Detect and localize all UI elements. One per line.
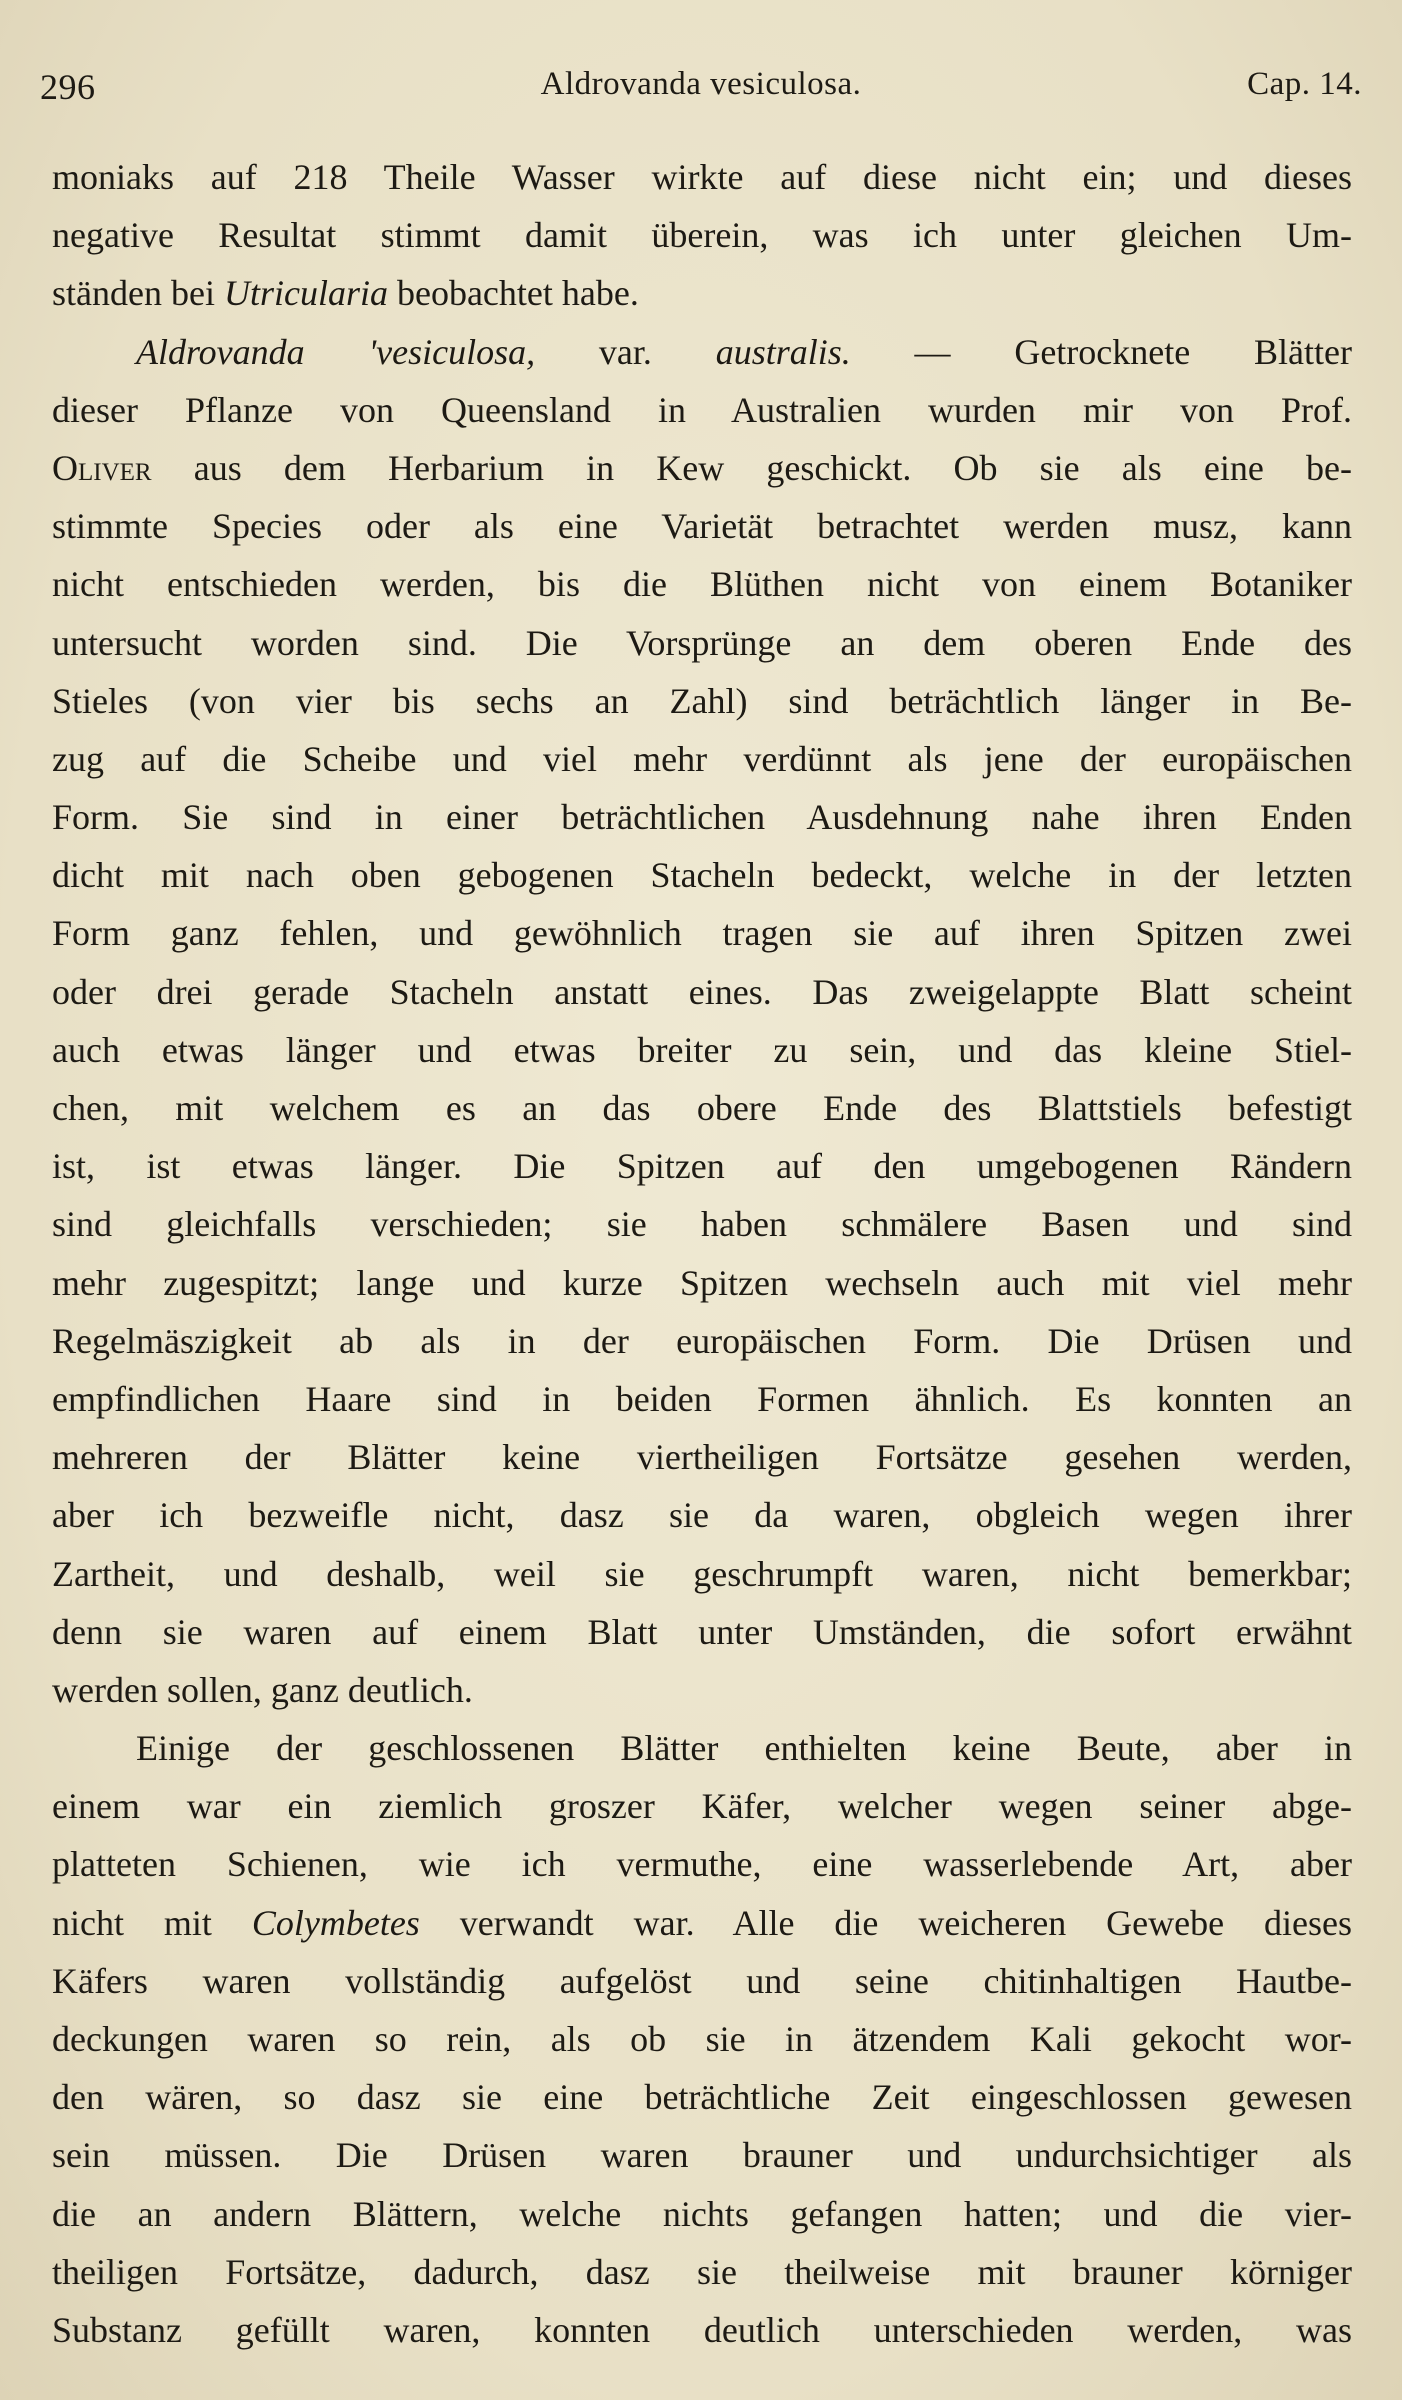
text-line: Käfers waren vollständig aufgelöst und seine chitinhaltigen Hautbe- <box>52 1960 1352 2001</box>
text-line: chen, mit welchem es an das obere Ende des Blattstiels befestigt <box>52 1088 1352 1128</box>
text-line: mehr zugespitzt; lange und kurze Spitzen wechseln auch mit viel mehr <box>52 1262 1352 1303</box>
text-line: Form ganz fehlen, und gewöhnlich tragen sie auf ihren Spitzen zwei <box>52 913 1352 954</box>
running-title: Aldrovanda vesiculosa. <box>540 66 862 102</box>
running-header <box>40 66 1362 116</box>
text-line: auch etwas länger und etwas breiter zu sein, und das kleine Stiel- <box>52 1029 1352 1070</box>
text-line: oder drei gerade Stacheln anstatt eines. Das zweigelappte Blatt scheint <box>52 971 1352 1012</box>
text-line: untersucht worden sind. Die Vorsprünge an dem oberen Ende des <box>52 622 1352 663</box>
text-line: moniaks auf 218 Theile Wasser wirkte auf diese nicht ein; und dieses <box>52 157 1352 197</box>
text-line: zug auf die Scheibe und viel mehr verdünnt als jene der europäischen <box>52 738 1352 779</box>
text-line: werden sollen, ganz deutlich. <box>52 1669 473 1710</box>
taxon-name: Colymbetes <box>251 1902 420 1943</box>
text-line: Stieles (von vier bis sechs an Zahl) sind beträchtlich länger in Be- <box>52 680 1352 721</box>
text-line: Regelmäszigkeit ab als in der europäischen Form. Die Drüsen und <box>52 1320 1352 1361</box>
text-line: einem war ein ziemlich groszer Käfer, welcher wegen seiner abge- <box>52 1786 1352 1827</box>
text-line: mehreren der Blätter keine viertheiligen Fortsätze gesehen werden, <box>52 1437 1352 1478</box>
text-line: ist, ist etwas länger. Die Spitzen auf den umgebogenen Rändern <box>52 1146 1352 1187</box>
page-number: 296 <box>40 67 96 107</box>
text-line: deckungen waren so rein, als ob sie in ätzendem Kali gekocht wor- <box>52 2019 1352 2059</box>
text-line: aber ich bezweifle nicht, dasz sie da waren, obgleich wegen ihrer <box>52 1495 1352 1536</box>
text-line: empfindlichen Haare sind in beiden Formen ähnlich. Es konnten an <box>52 1378 1352 1419</box>
person-name: Oliver <box>52 447 152 488</box>
text-line: dieser Pflanze von Queensland in Australien wurden mir von Prof. <box>52 389 1352 430</box>
text-line: Zartheit, und deshalb, weil sie geschrumpft waren, nicht bemerkbar; <box>52 1553 1352 1594</box>
text-line: sind gleichfalls verschieden; sie haben schmälere Basen und sind <box>52 1204 1352 1245</box>
text-line: Substanz gefüllt waren, konnten deutlich unterschieden werden, was <box>52 2309 1352 2350</box>
text-line: ständen bei Utricularia beobachtet habe. <box>52 273 639 314</box>
text-line: dicht mit nach oben gebogenen Stacheln bedeckt, welche in der letzten <box>52 855 1352 896</box>
text-line: nicht entschieden werden, bis die Blüthen nicht von einem Botaniker <box>52 564 1352 605</box>
paragraph-start: Aldrovanda 'vesiculosa, var. australis. — Getrocknete Blätter <box>136 331 1352 372</box>
variety-name: australis. <box>715 331 851 372</box>
text-line: den wären, so dasz sie eine beträchtliche Zeit eingeschlossen gewesen <box>52 2077 1352 2118</box>
body-text <box>52 148 1352 2359</box>
text-line: die an andern Blättern, welche nichts gefangen hatten; und die vier- <box>52 2193 1352 2234</box>
text-line: stimmte Species oder als eine Varietät betrachtet werden musz, kann <box>52 506 1352 547</box>
taxon-name: Utricularia <box>223 273 388 314</box>
text-line: nicht mit Colymbetes verwandt war. Alle die weicheren Gewebe dieses <box>52 1902 1352 1943</box>
text-line: negative Resultat stimmt damit überein, was ich unter gleichen Um- <box>52 215 1352 256</box>
text-line: theiligen Fortsätze, dadurch, dasz sie theilweise mit brauner körniger <box>52 2251 1352 2292</box>
chapter-label: Cap. 14. <box>1247 66 1362 102</box>
text-line: sein müssen. Die Drüsen waren brauner und undurchsichtiger als <box>52 2135 1352 2176</box>
paragraph-start: Einige der geschlossenen Blätter enthielten keine Beute, aber in <box>136 1728 1352 1769</box>
text-line: denn sie waren auf einem Blatt unter Umständen, die sofort erwähnt <box>52 1611 1352 1652</box>
text-line: platteten Schienen, wie ich vermuthe, eine wasserlebende Art, aber <box>52 1844 1352 1885</box>
text-line: Form. Sie sind in einer beträchtlichen Ausdehnung nahe ihren Enden <box>52 797 1352 838</box>
taxon-name: Aldrovanda 'vesiculosa, <box>136 331 536 372</box>
text-line: Oliver aus dem Herbarium in Kew geschickt. Ob sie als eine be- <box>52 447 1352 488</box>
